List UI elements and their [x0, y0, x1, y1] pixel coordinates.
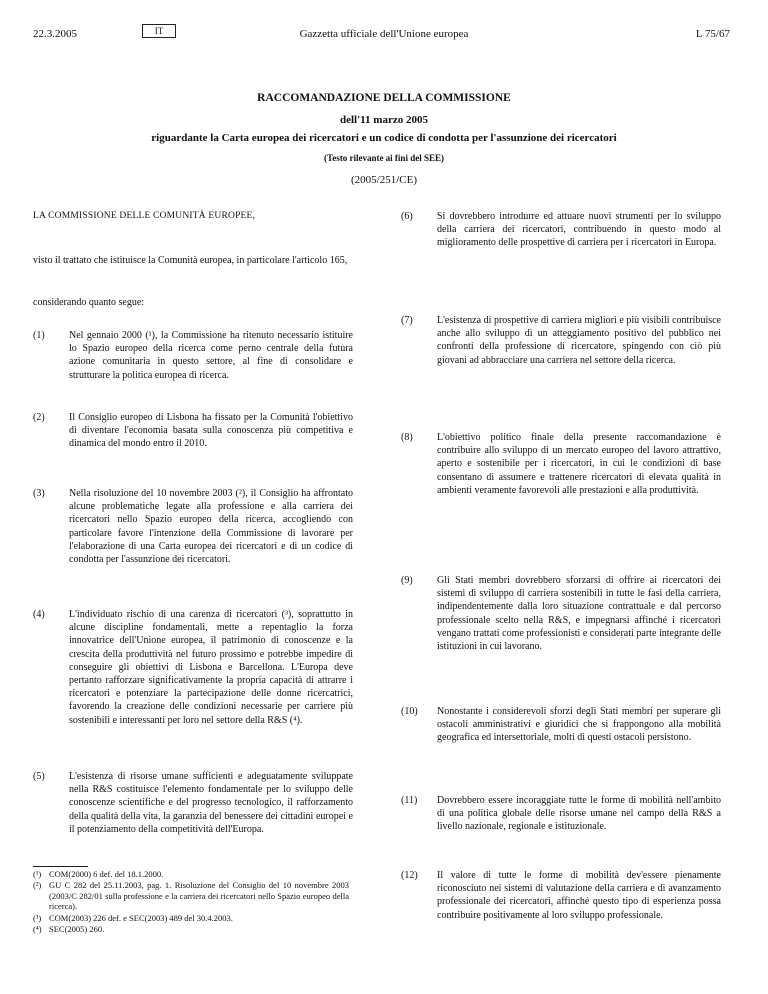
recital-number: (1) — [33, 330, 45, 341]
recital-text: Nella risoluzione del 10 novembre 2003 (²), il Consiglio ha affrontato alcune problematiche legate alla professione e alla carriera dei ricercatori nello Spazio europeo della ricerca, accogliendo con particolare favore l'intenzione della Commissione di lavorare per l'elaborazione di una Carta europea dei ricercatori e di un codice di condotta per l'assunzione dei ricercatori. — [69, 488, 353, 566]
recital-number: (3) — [33, 488, 45, 499]
visto-clause: visto il trattato che istituisce la Comunità europea, in particolare l'articolo 165, — [33, 255, 348, 266]
journal-title: Gazzetta ufficiale dell'Unione europea — [299, 28, 469, 40]
document-subject: riguardante la Carta europea dei ricercatori e un codice di condotta per l'assunzione dei ricercatori — [151, 132, 617, 144]
footnote-text: GU C 282 del 25.11.2003, pag. 1. Risoluzione del Consiglio del 10 novembre 2003 (2003/C 282/01 sulla professione e la carriera dei ricercatori nello Spazio europeo della ricerca). — [49, 880, 349, 911]
recital-text: Dovrebbero essere incoraggiate tutte le forme di mobilità nell'ambito di una politica globale delle risorse umane nel campo della R&S a livello nazionale, regionale e istituzionale. — [437, 795, 721, 833]
document-eea-note: (Testo rilevante ai fini del SEE) — [324, 153, 444, 163]
language-badge: IT — [142, 24, 176, 38]
recital-text: L'individuato rischio di una carenza di ricercatori (³), soprattutto in alcune discipline fondamentali, mette a repentaglio la forza innovatrice dell'Unione europea, il patrimonio di conoscenze e la crescita della produttività nel futuro prossimo e potrebbe impedire di conseguire gli obiettivi di Lisbona e Barcellona. L'Europa deve pertanto rafforzare significativamente la propria capacità di attrarre i ricercatori e potenziare la partecipazione delle donne ricercatrici, favorendo la creazione delle condizioni necessarie per carriere più sostenibili e interessanti per loro nel settore della R&S (⁴). — [69, 609, 353, 726]
recital-number: (7) — [401, 315, 413, 326]
recital-number: (12) — [401, 870, 418, 881]
recital-text: L'obiettivo politico finale della presente raccomandazione è contribuire allo sviluppo di un mercato europeo del lavoro attrattivo, aperto e sostenibile per i ricercatori, in cui le condizioni di base consentano di assumere e trattenere ricercatori di elevata qualità in ambienti veramente favorevoli alle prestazioni e alla produttività. — [437, 432, 721, 496]
recital-number: (8) — [401, 432, 413, 443]
footnote-text: SEC(2005) 260. — [49, 924, 105, 934]
footnote-divider — [33, 866, 88, 867]
recital-number: (11) — [401, 795, 418, 806]
footnote-number: (²) — [33, 880, 42, 890]
recital-text: Il valore di tutte le forme di mobilità dev'essere pienamente riconosciuto nei sistemi di valutazione della carriera e di avanzamento professionale dei ricercatori, affinché questo tipo di esperienza possa contribuire positivamente al loro sviluppo professionale. — [437, 870, 721, 921]
recital-text: L'esistenza di prospettive di carriera migliori e più visibili contribuisce anche allo sviluppo di un atteggiamento positivo del pubblico nei confronti della professione di ricercatore, spingendo con ciò più giovani ad abbracciare una carriera nel settore della ricerca. — [437, 315, 721, 366]
footnote-number: (³) — [33, 913, 42, 923]
document-reference: (2005/251/CE) — [351, 174, 417, 186]
footnote-number: (⁴) — [33, 924, 42, 934]
footnote-text: COM(2000) 6 def. del 18.1.2000. — [49, 869, 164, 879]
document-title: RACCOMANDAZIONE DELLA COMMISSIONE — [257, 92, 511, 104]
recital-text: Gli Stati membri dovrebbero sforzarsi di offrire ai ricercatori dei sistemi di sviluppo di carriera sostenibili in tutte le fasi della carriera, indipendentemente dalla loro situazione contrattuale e dal percorso professionale scelto nella R&S, e impegnarsi affinché i ricercatori vengano trattati come professionisti e considerati parte integrante delle istituzioni in cui lavorano. — [437, 575, 721, 653]
footnote-text: COM(2003) 226 def. e SEC(2003) 489 del 30.4.2003. — [49, 913, 233, 923]
recital-number: (10) — [401, 706, 418, 717]
footnote-number: (¹) — [33, 869, 42, 879]
recital-text: Nel gennaio 2000 (¹), la Commissione ha ritenuto necessario istituire lo Spazio europeo della ricerca come perno centrale della futura azione comunitaria in questo settore, al fine di consolidare e strutturare la politica europea di ricerca. — [69, 330, 353, 381]
considerando-clause: considerando quanto segue: — [33, 297, 145, 308]
recital-text: Nonostante i considerevoli sforzi degli Stati membri per superare gli ostacoli amministrativi e giuridici che si frappongono alla mobilità geografica ed intersettoriale, molti di questi ostacoli persistono. — [437, 706, 721, 744]
page-number: L 75/67 — [695, 28, 730, 40]
recital-number: (6) — [401, 211, 413, 222]
recital-number: (5) — [33, 771, 45, 782]
header-date: 22.3.2005 — [33, 28, 77, 40]
recital-text: Si dovrebbero introdurre ed attuare nuovi strumenti per lo sviluppo della carriera dei ricercatori, contribuendo in questo modo al miglioramento delle prospettive di carriera per i ricercatori in Europa. — [437, 211, 721, 249]
recital-text: L'esistenza di risorse umane sufficienti e adeguatamente sviluppate nella R&S costituisce l'elemento fondamentale per lo sviluppo delle conoscenze scientifiche e del progresso tecnologico, il rafforzamento della qualità della vita, la garanzia del benessere dei cittadini europei e il potenziamento della competitività dell'Europa. — [69, 771, 353, 835]
recital-number: (4) — [33, 609, 45, 620]
document-date: dell'11 marzo 2005 — [340, 114, 428, 126]
recital-number: (9) — [401, 575, 413, 586]
recital-number: (2) — [33, 412, 45, 423]
commission-intro: LA COMMISSIONE DELLE COMUNITÀ EUROPEE, — [33, 211, 256, 221]
recital-text: Il Consiglio europeo di Lisbona ha fissato per la Comunità l'obiettivo di diventare l'economia basata sulla conoscenza più competitiva e dinamica del mondo entro il 2010. — [69, 412, 353, 450]
